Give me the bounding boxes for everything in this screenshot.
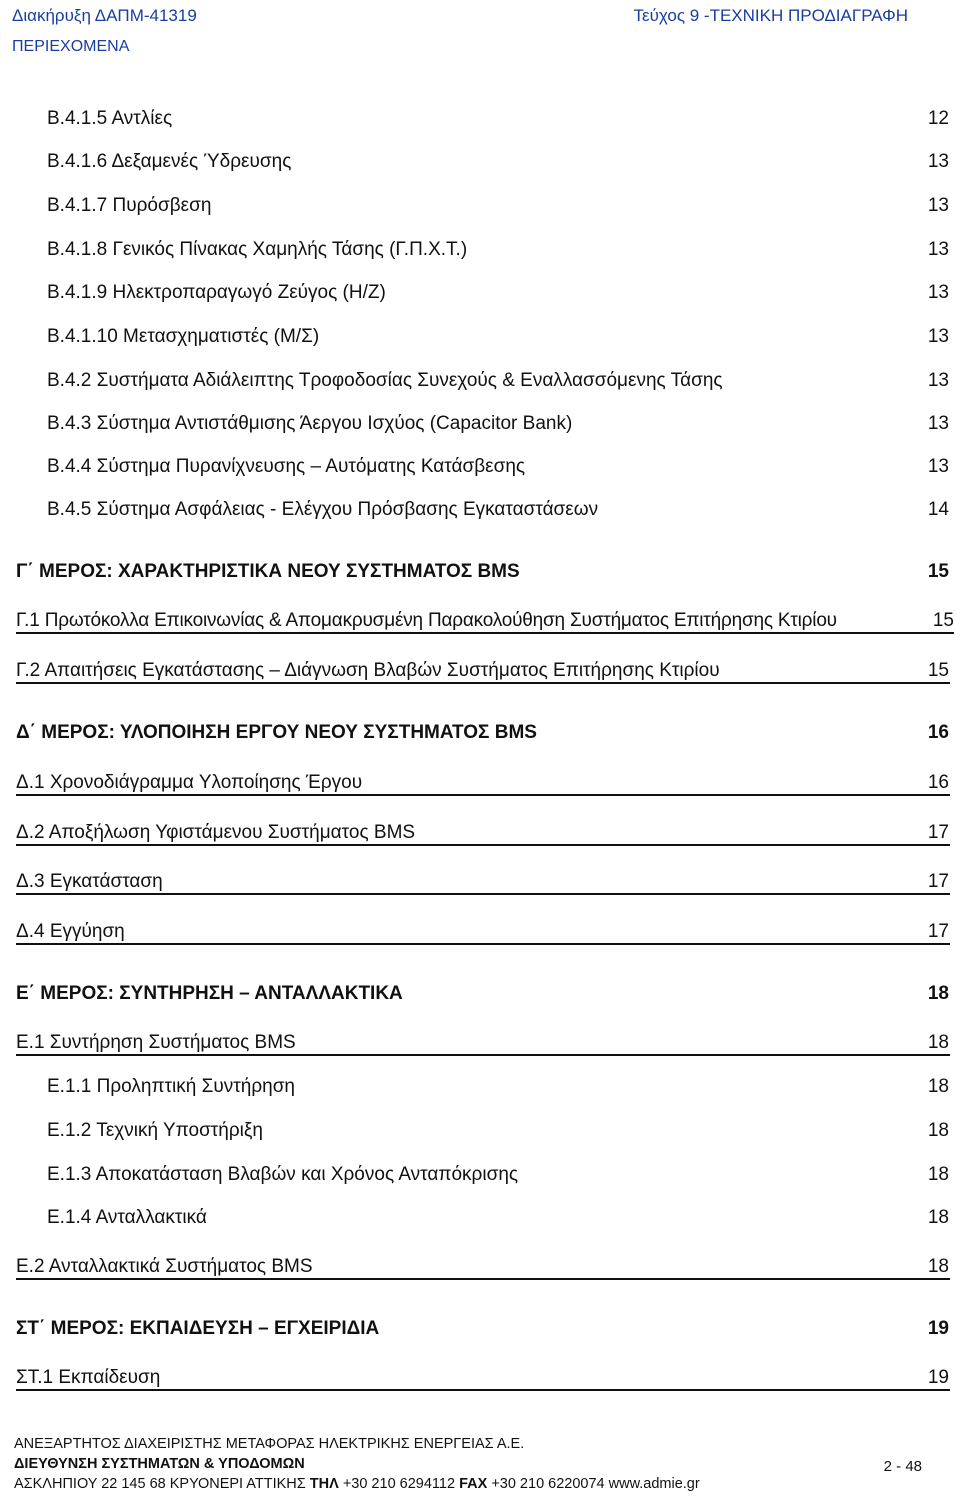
toc-part-heading[interactable] xyxy=(0,557,960,587)
toc-entry-title: Β.4.1.9 Ηλεκτροπαραγωγό Ζεύγος (Η/Ζ) xyxy=(47,282,386,303)
toc-entry-title: Δ.3 Εγκατάσταση xyxy=(16,871,163,892)
toc-part-heading[interactable] xyxy=(0,979,960,1009)
footer-tel-label: ΤΗΛ xyxy=(309,1476,339,1492)
toc-entry-page: 16 xyxy=(927,772,949,793)
toc-entry-page: 12 xyxy=(927,108,949,129)
footer-website-link[interactable]: www.admie.gr xyxy=(608,1476,700,1492)
toc-entry-title: Β.4.3 Σύστημα Αντιστάθμισης Άεργου Ισχύος (Capacitor Bank) xyxy=(47,413,573,434)
footer-organization: ΑΝΕΞΑΡΤΗΤΟΣ ΔΙΑΧΕΙΡΙΣΤΗΣ ΜΕΤΑΦΟΡΑΣ ΗΛΕΚΤΡΙΚΗΣ ΕΝΕΡΓΕΙΑΣ Α.Ε. xyxy=(14,1436,525,1452)
footer-department: ΔΙΕΥΘΥΝΣΗ ΣΥΣΤΗΜΑΤΩΝ & ΥΠΟΔΟΜΩΝ xyxy=(14,1456,305,1472)
toc-entry-title: Δ.1 Χρονοδιάγραμμα Υλοποίησης Έργου xyxy=(16,772,363,793)
toc-entry-page: 15 xyxy=(927,660,949,681)
toc-underline xyxy=(16,1278,950,1280)
toc-entry-page: 14 xyxy=(927,499,949,520)
toc-entry-page: 18 xyxy=(927,1164,949,1185)
toc-entry-page: 19 xyxy=(927,1367,949,1388)
toc-entry-title: Ε.1.2 Τεχνική Υποστήριξη xyxy=(47,1120,263,1141)
toc-entry[interactable] xyxy=(0,409,960,439)
toc-entry-title: Ε.1.3 Αποκατάσταση Βλαβών και Χρόνος Ανταπόκρισης xyxy=(47,1164,519,1185)
toc-entry-title: Γ.2 Απαιτήσεις Εγκατάστασης – Διάγνωση Βλαβών Συστήματος Επιτήρησης Κτιρίου xyxy=(16,660,720,681)
footer-page-number: 2 - 48 xyxy=(883,1458,922,1475)
toc-entry-page: 18 xyxy=(927,1076,949,1097)
toc-part-heading[interactable] xyxy=(0,718,960,748)
toc-entry-page: 13 xyxy=(927,370,949,391)
footer-contact xyxy=(14,1476,700,1492)
toc-entry-page: 15 xyxy=(932,610,954,631)
toc-entry-page: 13 xyxy=(927,195,949,216)
toc-entry-page: 13 xyxy=(927,456,949,477)
toc-entry-title: Ε.2 Ανταλλακτικά Συστήματος BMS xyxy=(16,1256,313,1277)
toc-entry[interactable] xyxy=(0,235,960,265)
toc-entry-title: ΣΤ.1 Εκπαίδευση xyxy=(16,1367,161,1388)
toc-underline xyxy=(16,632,954,634)
toc-entry-title: Β.4.5 Σύστημα Ασφάλειας - Ελέγχου Πρόσβασης Εγκαταστάσεων xyxy=(47,499,599,520)
header-section-title: ΠΕΡΙΕΧΟΜΕΝΑ xyxy=(12,38,130,55)
toc-entry-page: 18 xyxy=(927,983,949,1004)
toc-entry-page: 16 xyxy=(927,722,949,743)
toc-entry-title: Β.4.4 Σύστημα Πυρανίχνευσης – Αυτόματης Κατάσβεσης xyxy=(47,456,526,477)
footer-fax-label: FAX xyxy=(459,1476,488,1492)
toc-underline xyxy=(16,682,950,684)
toc-underline xyxy=(16,794,950,796)
toc-underline xyxy=(16,893,950,895)
toc-entry-title: Β.4.1.5 Αντλίες xyxy=(47,108,173,129)
toc-entry[interactable] xyxy=(0,1116,960,1146)
toc-entry[interactable] xyxy=(0,191,960,221)
footer-fax: +30 210 6220074 xyxy=(491,1476,605,1492)
toc-entry-page: 18 xyxy=(927,1207,949,1228)
toc-entry-title: ΣΤ΄ ΜΕΡΟΣ: ΕΚΠΑΙΔΕΥΣΗ – ΕΓΧΕΙΡΙΔΙΑ xyxy=(16,1318,380,1339)
toc-underline xyxy=(16,1054,950,1056)
toc-entry[interactable] xyxy=(0,1160,960,1190)
toc-entry-page: 18 xyxy=(927,1256,949,1277)
toc-entry[interactable] xyxy=(0,147,960,177)
toc-entry-page: 13 xyxy=(927,239,949,260)
toc-entry-page: 13 xyxy=(927,282,949,303)
toc-entry-page: 18 xyxy=(927,1032,949,1053)
toc-entry[interactable] xyxy=(0,366,960,396)
toc-entry-title: Ε.1.1 Προληπτική Συντήρηση xyxy=(47,1076,296,1097)
toc-part-heading[interactable] xyxy=(0,1314,960,1344)
toc-entry-title: Β.4.1.10 Μετασχηματιστές (Μ/Σ) xyxy=(47,326,320,347)
toc-entry-title: Δ.2 Αποξήλωση Υφιστάμενου Συστήματος BMS xyxy=(16,822,416,843)
header-volume-title: Τεύχος 9 -ΤΕΧΝΙΚΗ ΠΡΟΔΙΑΓΡΑΦΗ xyxy=(633,6,908,25)
toc-entry-title: Β.4.2 Συστήματα Αδιάλειπτης Τροφοδοσίας Συνεχούς & Εναλλασσόμενης Τάσης xyxy=(47,370,723,391)
toc-underline xyxy=(16,844,950,846)
toc-entry-page: 19 xyxy=(927,1318,949,1339)
toc-underline xyxy=(16,943,950,945)
header-document-id: Διακήρυξη ΔΑΠΜ-41319 xyxy=(12,6,197,25)
toc-entry[interactable] xyxy=(0,452,960,482)
toc-entry[interactable] xyxy=(0,1072,960,1102)
toc-entry[interactable] xyxy=(0,278,960,308)
toc-entry-title: Ε.1 Συντήρηση Συστήματος BMS xyxy=(16,1032,296,1053)
toc-entry-title: Ε΄ ΜΕΡΟΣ: ΣΥΝΤΗΡΗΣΗ – ΑΝΤΑΛΛΑΚΤΙΚΑ xyxy=(16,983,403,1004)
toc-entry[interactable] xyxy=(0,495,960,525)
footer-address: ΑΣΚΛΗΠΙΟΥ 22 145 68 ΚΡΥΟΝΕΡΙ ΑΤΤΙΚΗΣ xyxy=(14,1476,306,1492)
toc-entry-page: 13 xyxy=(927,413,949,434)
toc-entry[interactable] xyxy=(0,104,960,134)
toc-entry-title: Β.4.1.6 Δεξαμενές Ύδρευσης xyxy=(47,151,292,172)
toc-entry-page: 17 xyxy=(927,871,949,892)
toc-entry-page: 18 xyxy=(927,1120,949,1141)
toc-entry-title: Β.4.1.8 Γενικός Πίνακας Χαμηλής Τάσης (Γ.Π.Χ.Τ.) xyxy=(47,239,468,260)
footer-tel: +30 210 6294112 xyxy=(342,1476,456,1492)
toc-entry-page: 15 xyxy=(927,561,949,582)
toc-entry-title: Γ΄ ΜΕΡΟΣ: ΧΑΡΑΚΤΗΡΙΣΤΙΚΑ ΝΕΟΥ ΣΥΣΤΗΜΑΤΟΣ BMS xyxy=(16,561,520,582)
toc-entry-title: Δ΄ ΜΕΡΟΣ: ΥΛΟΠΟΙΗΣΗ ΕΡΓΟΥ ΝΕΟΥ ΣΥΣΤΗΜΑΤΟΣ BMS xyxy=(16,722,537,743)
toc-underline xyxy=(16,1389,950,1391)
toc-entry-page: 13 xyxy=(927,151,949,172)
toc-entry-title: Δ.4 Εγγύηση xyxy=(16,921,125,942)
toc-entry-page: 17 xyxy=(927,921,949,942)
toc-entry-page: 13 xyxy=(927,326,949,347)
toc-entry-title: Ε.1.4 Ανταλλακτικά xyxy=(47,1207,207,1228)
toc-entry[interactable] xyxy=(0,1203,960,1233)
toc-entry-page: 17 xyxy=(927,822,949,843)
toc-entry[interactable] xyxy=(0,322,960,352)
toc-entry-title: Β.4.1.7 Πυρόσβεση xyxy=(47,195,212,216)
toc-entry-title: Γ.1 Πρωτόκολλα Επικοινωνίας & Απομακρυσμένη Παρακολούθηση Συστήματος Επιτήρησης Κτιρίου xyxy=(16,610,837,631)
